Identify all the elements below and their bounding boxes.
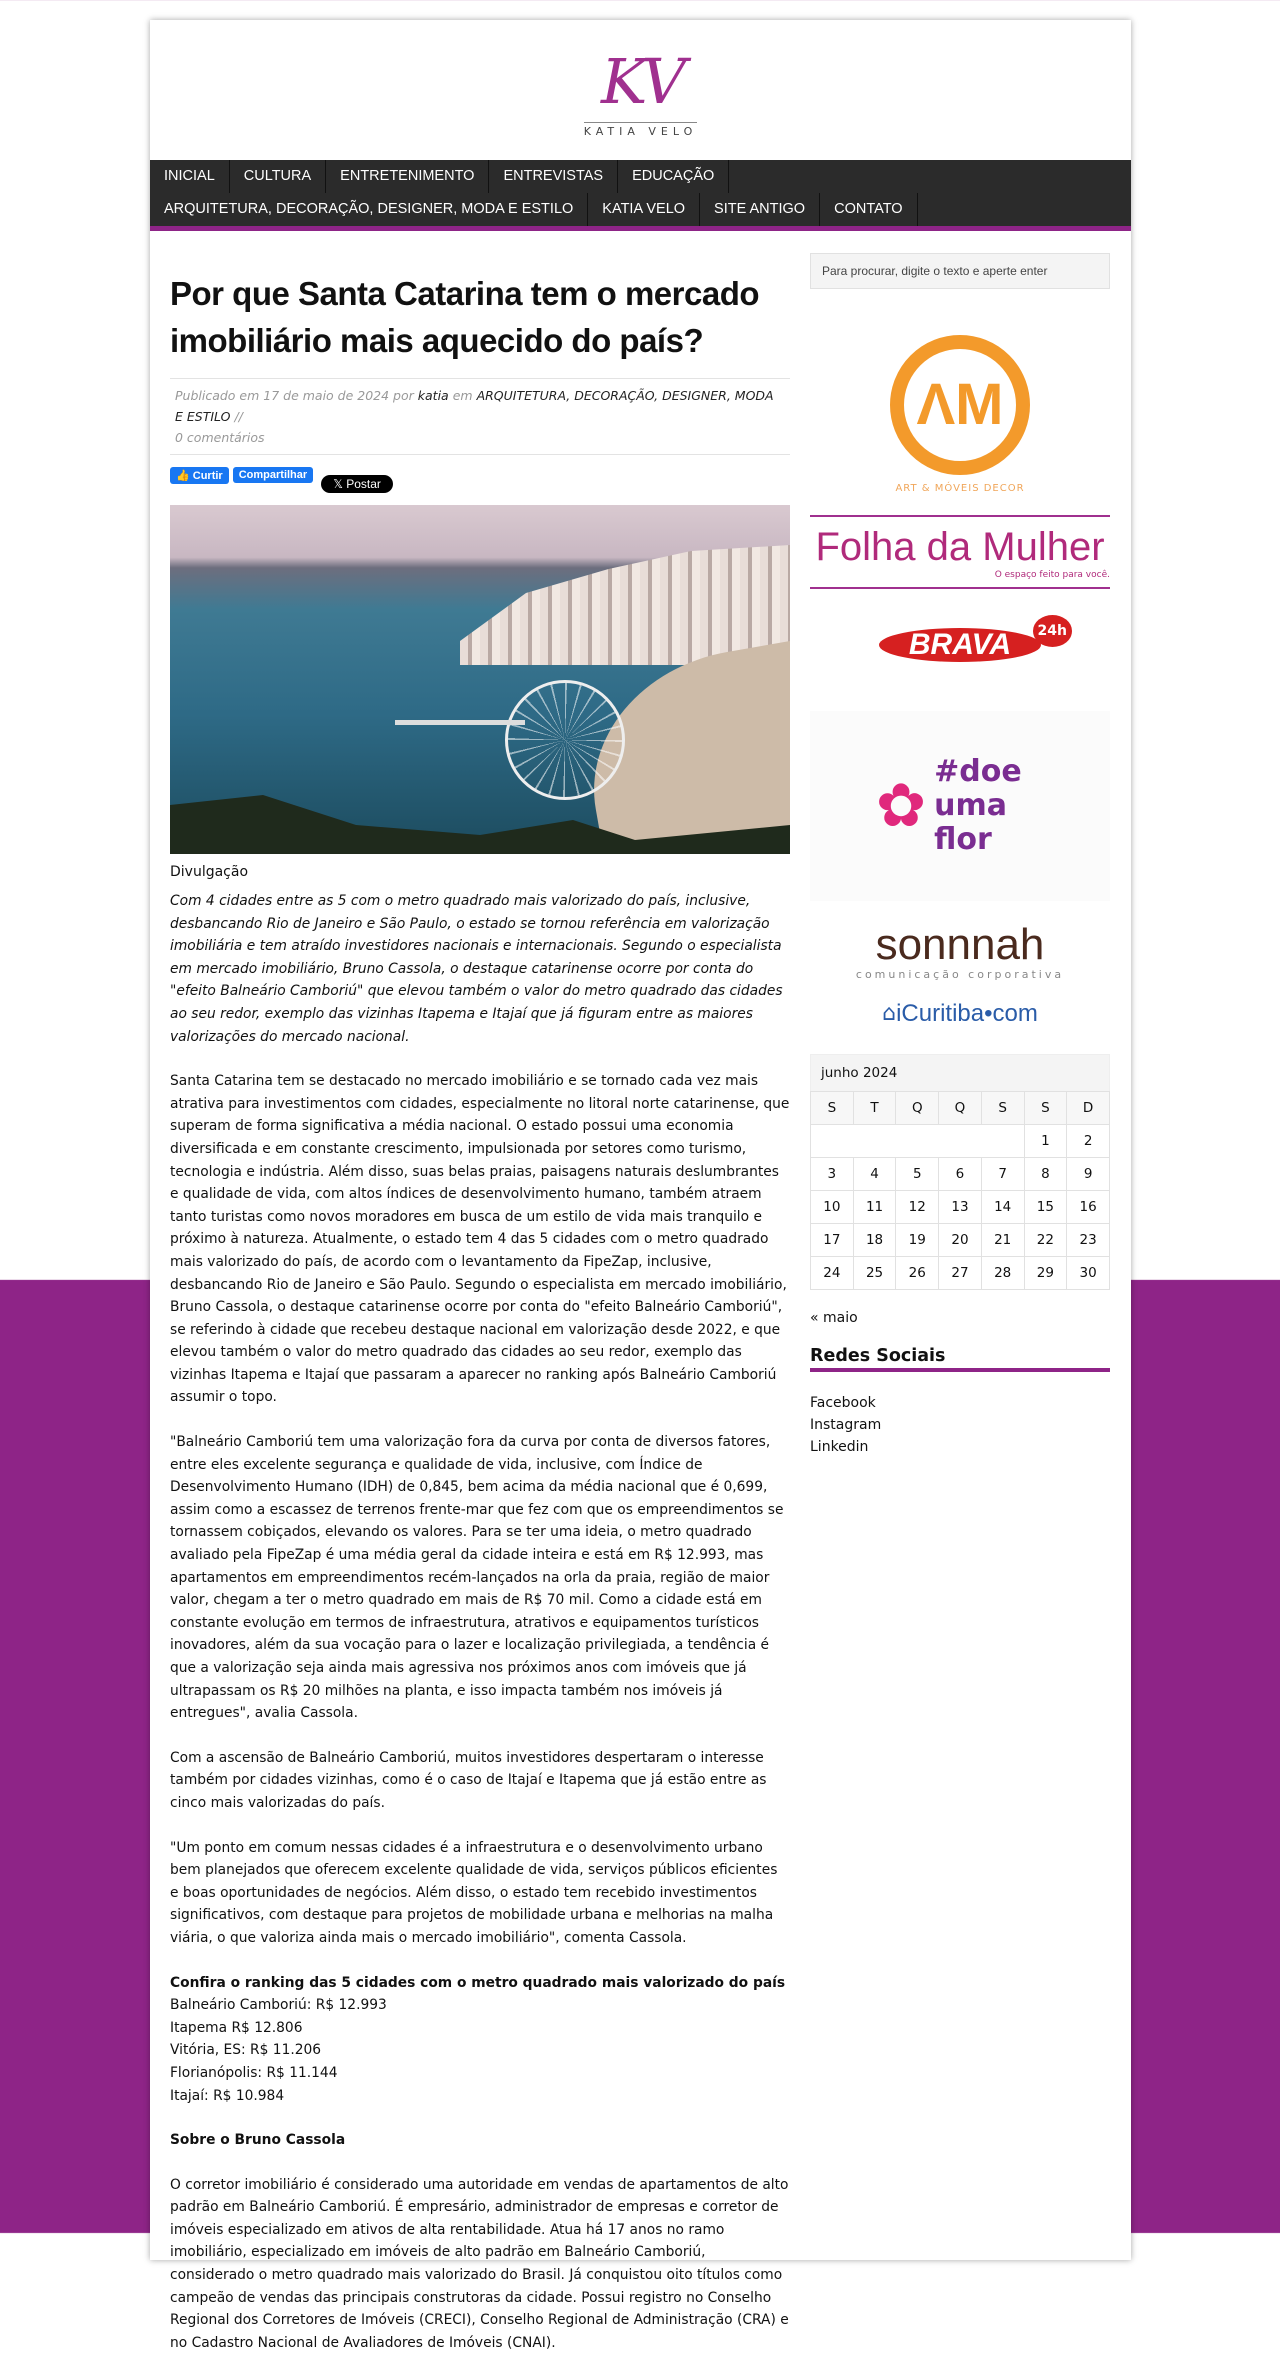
calendar-day: 12 <box>896 1191 939 1224</box>
calendar-day: 25 <box>853 1257 896 1290</box>
category-link[interactable]: ARQUITETURA, DECORAÇÃO, DESIGNER, MODA E ESTILO <box>175 388 774 424</box>
calendar-month: junho 2024 <box>810 1054 1110 1091</box>
nav-arquitetura[interactable]: ARQUITETURA, DECORAÇÃO, DESIGNER, MODA E ESTILO <box>150 193 588 226</box>
main-nav <box>150 160 1131 231</box>
comments-link[interactable]: 0 comentários <box>175 430 265 445</box>
calendar-day: 19 <box>896 1224 939 1257</box>
calendar-day: 29 <box>1024 1257 1067 1290</box>
sidebar <box>810 253 1110 1458</box>
folha-title: Folha da Mulher <box>815 525 1105 569</box>
article-title: Por que Santa Catarina tem o mercado imobiliário mais aquecido do país? <box>170 275 760 359</box>
brava-logo: BRAVA <box>879 628 1041 662</box>
search-input[interactable]: Para procurar, digite o texto e aperte enter <box>810 253 1110 289</box>
article-image <box>170 505 790 854</box>
instagram-link[interactable]: Instagram <box>810 1417 882 1433</box>
calendar-week <box>811 1191 1110 1224</box>
nav-site-antigo[interactable]: SITE ANTIGO <box>700 193 820 226</box>
calendar-weekday: T <box>853 1092 896 1125</box>
sonnnah-logo: sonnnah <box>875 919 1045 969</box>
ranking-item: Florianópolis: R$ 11.144 <box>170 2064 338 2081</box>
nav-entretenimento[interactable]: ENTRETENIMENTO <box>326 160 489 193</box>
calendar-day: 21 <box>981 1224 1024 1257</box>
facebook-link[interactable]: Facebook <box>810 1395 876 1411</box>
page-container <box>150 20 1131 2351</box>
about-title: Sobre o Bruno Cassola <box>170 2132 346 2149</box>
article-paragraph: "Balneário Camboriú tem uma valorização fora da curva por conta de diversos fatores, entre eles excelente segurança e qualidade de vida, inclusive, com Índice de Desenvolvimento Humano (IDH) de 0,845, bem acima da média nacional que é 0,699, assim como a escassez de terrenos frente-mar que fez com que os empreendimentos se tornassem cobiçados, elevando os valores. Para se ter uma ideia, o metro quadrado avaliado pela FipeZap é uma média geral da cidade inteira e está em R$ 12.993, mas apartamentos em empreendimentos recém-lançados na orla da praia, região de maior valor, chegam a ter o metro quadrado em mais de R$ 70 mil. Como a cidade está em constante evolução em termos de infraestrutura, atrativos e equipamentos turísticos inovadores, além da sua vocação para o lazer e localização privilegiada, a tendência é que a valorização seja ainda mais agressiva nos próximos anos com imóveis que já ultrapassam os R$ 20 milhões na planta, e isso impacta também nos imóveis já entregues", avalia Cassola. <box>170 1434 784 1722</box>
post-label: Postar <box>346 477 381 491</box>
calendar-day: 13 <box>939 1191 982 1224</box>
calendar-pad <box>811 1125 1025 1158</box>
article <box>170 250 790 2376</box>
calendar-day: 14 <box>981 1191 1024 1224</box>
article-meta <box>170 378 790 455</box>
calendar-day: 3 <box>811 1158 854 1191</box>
calendar-weekday: D <box>1067 1092 1110 1125</box>
meta-in: em <box>452 388 473 403</box>
calendar-day: 4 <box>853 1158 896 1191</box>
about-paragraph: O corretor imobiliário é considerado uma autoridade em vendas de apartamentos de alto padrão em Balneário Camboriú. É empresário, administrador de empresas e corretor de imóveis especializado em ativos de alta rentabilidade. Atua há 17 anos no ramo imobiliário, especializado em imóveis de alto padrão em Balneário Camboriú, considerado o metro quadrado mais valorizado do Brasil. Já conquistou oito títulos como campeão de vendas das principais construtoras da cidade. Possui registro no Conselho Regional dos Corretores de Imóveis (CRECI), Conselho Regional de Administração (CRA) e no Cadastro Nacional de Avaliadores de Imóveis (CNAI). <box>170 2176 789 2351</box>
like-label: Curtir <box>192 470 223 482</box>
calendar-day: 8 <box>1024 1158 1067 1191</box>
calendar-day: 16 <box>1067 1191 1110 1224</box>
calendar-day: 20 <box>939 1224 982 1257</box>
article-paragraph: "Um ponto em comum nessas cidades é a infraestrutura e o desenvolvimento urbano bem planejados que oferecem excelente qualidade de vida, serviços públicos eficientes e boas oportunidades de negócios. Além disso, o estado tem recebido investimentos significativos, com destaque para projetos de mobilidade urbana e melhorias na malha viária, o que valoriza ainda mais o mercado imobiliário", comenta Cassola. <box>170 1839 778 1946</box>
facebook-share-button[interactable]: Compartilhar <box>233 467 313 483</box>
calendar-weekday: S <box>981 1092 1024 1125</box>
calendar-prev-month[interactable]: « maio <box>810 1310 858 1326</box>
ranking-item: Itajaí: R$ 10.984 <box>170 2087 285 2104</box>
nav-katia-velo[interactable]: KATIA VELO <box>588 193 700 226</box>
thumbs-up-icon: 👍 <box>176 470 190 482</box>
calendar-day: 10 <box>811 1191 854 1224</box>
pier <box>395 720 525 725</box>
flower-icon: ✿ <box>875 771 927 841</box>
am-logo-icon: ΛM <box>890 335 1030 475</box>
brava-badge: 24h <box>1033 615 1072 647</box>
ad-icuritiba[interactable] <box>810 991 1110 1036</box>
calendar-week <box>811 1158 1110 1191</box>
sonnnah-sub: comunicação corporativa <box>855 967 1065 981</box>
calendar-weekday: Q <box>896 1092 939 1125</box>
calendar-weekday: S <box>1024 1092 1067 1125</box>
calendar-day: 1 <box>1024 1125 1067 1158</box>
social-title: Redes Sociais <box>810 1346 1110 1372</box>
logo-name: KATIA VELO <box>584 122 698 138</box>
calendar-day: 23 <box>1067 1224 1110 1257</box>
ad-folha-da-mulher[interactable] <box>810 515 1110 589</box>
calendar-day: 2 <box>1067 1125 1110 1158</box>
am-text: ART & MÓVEIS DECOR <box>895 482 1025 494</box>
article-paragraph: Com a ascensão de Balneário Camboriú, muitos investidores despertaram o interesse também por cidades vizinhas, como é o caso de Itajaí e Itapema que já estão entre as cinco mais valorizadas do país. <box>170 1749 767 1811</box>
calendar-day: 18 <box>853 1224 896 1257</box>
article-paragraph: Santa Catarina tem se destacado no mercado imobiliário e se tornado cada vez mais atrativa para investimentos com cidades, especialmente no litoral norte catarinense, que superam de forma significativa a média nacional. O estado possui uma economia diversificada e em constante crescimento, impulsionada por setores como turismo, tecnologia e indústria. Além disso, suas belas praias, paisagens naturais deslumbrantes e qualidade de vida, com altos índices de desenvolvimento humano, também atraem tanto turistas como novos moradores em busca de um estilo de vida mais tranquilo e próximo à natureza. Atualmente, o estado tem 4 das 5 cidades com o metro quadrado mais valorizado do país, de acordo com o levantamento da FipeZap, inclusive, desbancando Rio de Janeiro e São Paulo. Segundo o especialista em mercado imobiliário, Bruno Cassola, o destaque catarinense ocorre por conta do "efeito Balneário Camboriú", se referindo à cidade que recebeu destaque nacional em valorização desde 2022, e que elevou também o valor do metro quadrado das cidades ao seu redor, exemplo das vizinhas Itapema e Itajaí que passaram a aparecer no ranking após Balneário Camboriú assumir o topo. <box>170 1073 790 1406</box>
calendar-day: 27 <box>939 1257 982 1290</box>
ad-doe-uma-flor[interactable] <box>810 711 1110 901</box>
calendar <box>810 1054 1110 1290</box>
ranking-item: Balneário Camboriú: R$ 12.993 <box>170 1997 387 2014</box>
ranking-block <box>170 1972 790 2108</box>
calendar-day: 5 <box>896 1158 939 1191</box>
calendar-day: 28 <box>981 1257 1024 1290</box>
calendar-day: 11 <box>853 1191 896 1224</box>
ranking-title: Confira o ranking das 5 cidades com o metro quadrado mais valorizado do país <box>170 1974 786 1991</box>
calendar-day: 15 <box>1024 1191 1067 1224</box>
calendar-weekday: S <box>811 1092 854 1125</box>
calendar-day: 24 <box>811 1257 854 1290</box>
calendar-day: 17 <box>811 1224 854 1257</box>
folha-sub: O espaço feito para você. <box>994 570 1110 580</box>
calendar-day: 30 <box>1067 1257 1110 1290</box>
ad-sonnnah[interactable] <box>810 911 1110 991</box>
icuritiba-logo: iCuritiba•com <box>896 999 1038 1027</box>
linkedin-link[interactable]: Linkedin <box>810 1439 869 1455</box>
calendar-day: 9 <box>1067 1158 1110 1191</box>
calendar-day: 7 <box>981 1158 1024 1191</box>
calendar-week <box>811 1224 1110 1257</box>
x-icon: 𝕏 <box>333 477 343 491</box>
x-post-button[interactable] <box>321 475 393 493</box>
logo-initials: KV <box>600 45 681 118</box>
calendar-weekday: Q <box>939 1092 982 1125</box>
calendar-week <box>811 1257 1110 1290</box>
share-bar <box>170 467 790 497</box>
nav-cultura[interactable]: CULTURA <box>230 160 326 193</box>
site-logo[interactable] <box>150 20 1131 160</box>
published-date: Publicado em 17 de maio de 2024 por <box>175 388 414 403</box>
calendar-day: 6 <box>939 1158 982 1191</box>
doe-text: #doe uma flor <box>934 754 1022 857</box>
calendar-week <box>811 1125 1110 1158</box>
nav-inicial[interactable]: INICIAL <box>150 160 230 193</box>
calendar-day: 26 <box>896 1257 939 1290</box>
ranking-item: Itapema R$ 12.806 <box>170 2019 303 2036</box>
house-icon: ⌂ <box>882 1001 897 1026</box>
article-lead: Com 4 cidades entre as 5 com o metro quadrado mais valorizado do país, inclusive, desbancando Rio de Janeiro e São Paulo, o estado se tornou referência em valorização imobiliária e tem atraído investidores nacionais e internacionais. Segundo o especialista em mercado imobiliário, Bruno Cassola, o destaque catarinense ocorre por conta do "efeito Balneário Camboriú" que elevou também o valor do metro quadrado das cidades ao seu redor, exemplo das vizinhas Itapema e Itajaí que já figuram entre as maiores valorizações do mercado nacional. <box>170 893 783 1045</box>
ad-am-moveis[interactable] <box>810 319 1110 509</box>
calendar-day: 22 <box>1024 1224 1067 1257</box>
meta-sep: // <box>234 409 243 424</box>
ranking-item: Vitória, ES: R$ 11.206 <box>170 2042 322 2059</box>
nav-educacao[interactable]: EDUCAÇÃO <box>618 160 729 193</box>
nav-contato[interactable]: CONTATO <box>820 193 917 226</box>
ad-brava[interactable] <box>810 599 1110 691</box>
ferris-wheel <box>505 680 625 800</box>
city-skyline <box>460 545 790 665</box>
social-links <box>810 1392 1110 1458</box>
image-caption: Divulgação <box>170 864 249 880</box>
facebook-like-button[interactable] <box>170 467 229 484</box>
nav-entrevistas[interactable]: ENTREVISTAS <box>489 160 618 193</box>
author-link[interactable]: katia <box>417 388 449 403</box>
